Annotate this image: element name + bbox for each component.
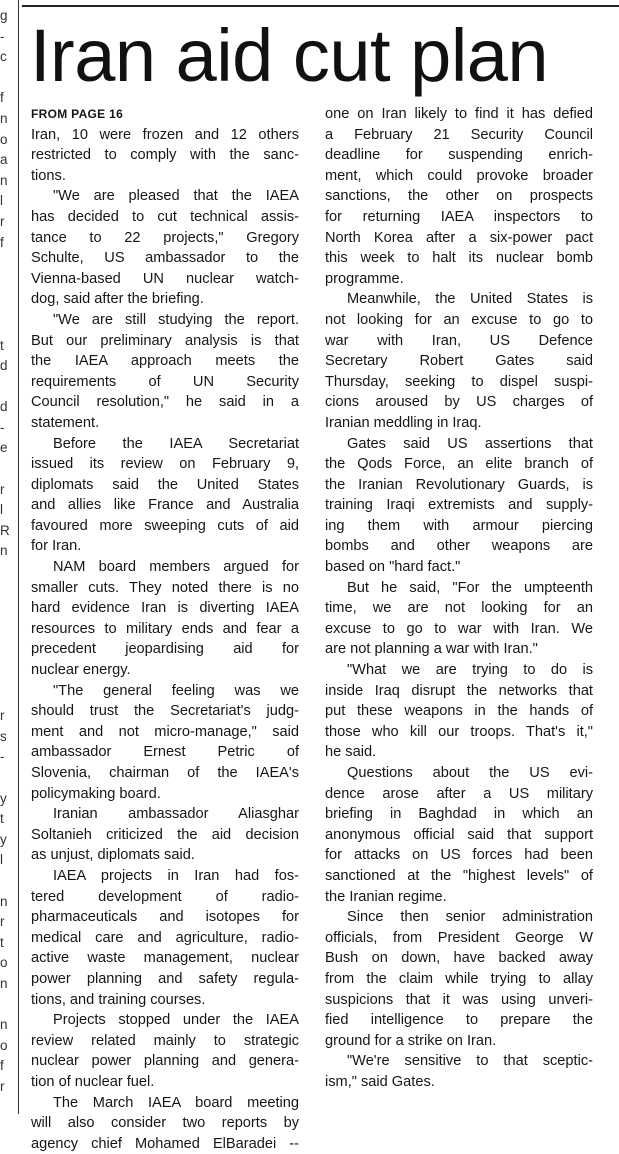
- fragment-glyph: l: [0, 193, 3, 209]
- article-line: not looking for an excuse to go to: [325, 311, 593, 328]
- article-line: Thursday, seeking to dispel suspi-: [325, 373, 593, 390]
- article-line: inside Iraq disrupt the networks that: [325, 682, 593, 699]
- article-line: cions aroused by US charges of: [325, 394, 593, 411]
- article-line: agency chief Mohamed ElBaradei --: [31, 1135, 299, 1152]
- article-line: Meanwhile, the United States is: [347, 291, 593, 308]
- fragment-glyph: f: [0, 234, 4, 250]
- article-line: Since then senior administration: [347, 909, 593, 926]
- article-line: training Iraqi extremists and supply-: [325, 497, 593, 514]
- article-line: nuclear energy.: [31, 662, 131, 679]
- fragment-glyph: [0, 377, 12, 398]
- article-line: policymaking board.: [31, 785, 161, 802]
- fragment-glyph: t: [0, 934, 4, 950]
- fragment-glyph: y: [0, 790, 7, 806]
- fragment-glyph: [0, 294, 12, 315]
- article-line: Bush on down, have backed away: [325, 950, 593, 967]
- fragment-glyph: [0, 995, 12, 1016]
- fragment-glyph: [0, 665, 12, 686]
- fragment-glyph: r: [0, 1078, 5, 1094]
- article-line: The March IAEA board meeting: [53, 1094, 299, 1111]
- fragment-glyph: [0, 768, 12, 789]
- article-line: officials, from President George W: [325, 929, 593, 946]
- article-line: But he said, "For the umpteenth: [347, 579, 593, 596]
- fragment-glyph: t: [0, 337, 4, 353]
- article-line: war with Iran, US Defence: [325, 332, 593, 349]
- article-line: Projects stopped under the IAEA: [53, 1012, 299, 1029]
- article-line: ment and not micro-manage," said: [31, 723, 299, 740]
- article-line: has decided to cut technical assis-: [31, 208, 299, 225]
- article-line: IAEA projects in Iran had fos-: [53, 867, 299, 884]
- fragment-glyph: [0, 624, 12, 645]
- article-line: precedent jeopardising aid for: [31, 641, 299, 658]
- article-line: those who kill our troops. That's it,": [325, 723, 593, 740]
- fragment-glyph: r: [0, 914, 5, 930]
- article-line: tions.: [31, 167, 66, 184]
- article-line: diplomats said the United States: [31, 476, 299, 493]
- article-line: put these weapons in the hands of: [325, 703, 593, 720]
- fragment-glyph: R: [0, 522, 10, 538]
- fragment-glyph: [0, 459, 12, 480]
- fragment-glyph: l: [0, 852, 3, 868]
- fragment-glyph: n: [0, 1017, 8, 1033]
- article-line: ground for a strike on Iran.: [325, 1032, 497, 1049]
- article-line: Slovenia, chairman of the IAEA's: [31, 765, 299, 781]
- article-line: Schulte, US ambassador to the: [31, 250, 299, 267]
- article-line: Iranian ambassador Aliasghar: [53, 806, 299, 823]
- article-line: fied intelligence to prepare the: [325, 1012, 593, 1029]
- article-line: requirements of UN Security: [31, 373, 299, 390]
- article-line: this week to halt its nuclear bomb: [325, 250, 593, 267]
- top-rule: [22, 5, 619, 7]
- fragment-glyph: [0, 562, 12, 583]
- fragment-glyph: [0, 871, 12, 892]
- fragment-glyph: f: [0, 1058, 4, 1074]
- fragment-glyph: -: [0, 28, 5, 44]
- article-line: sanctioned at the "highest levels" of: [325, 867, 593, 884]
- article-line: ism," said Gates.: [325, 1073, 435, 1090]
- article-line: for returning IAEA inspectors to: [325, 208, 593, 225]
- fragment-glyph: -: [0, 749, 5, 765]
- fragment-glyph: d: [0, 358, 8, 374]
- article-line: tered development of radio-: [31, 888, 299, 905]
- fragment-glyph: n: [0, 543, 8, 559]
- article-line: ing them with armour piercing: [325, 517, 593, 534]
- article-line: briefing in Baghdad in which an: [325, 806, 593, 823]
- fragment-glyph: t: [0, 811, 4, 827]
- fragment-glyph: d: [0, 399, 8, 415]
- fragment-glyph: r: [0, 481, 5, 497]
- fragment-glyph: o: [0, 955, 8, 971]
- article-line: review related mainly to strategic: [31, 1032, 299, 1049]
- fragment-glyph: c: [0, 49, 7, 65]
- article-line: Gates said US assertions that: [347, 435, 593, 452]
- fragment-glyph: g: [0, 8, 8, 23]
- article-line: restricted to comply with the sanc-: [31, 147, 299, 164]
- article-line: hard evidence Iran is diverting IAEA: [31, 600, 299, 617]
- article-line: programme.: [325, 270, 404, 287]
- article-line: time, we are not looking for an: [325, 600, 593, 617]
- article-line: statement.: [31, 414, 100, 431]
- article-line: anonymous official said that support: [325, 826, 593, 843]
- article-line: for attacks on US forces had been: [325, 847, 593, 864]
- fragment-glyph: o: [0, 1037, 8, 1053]
- fragment-glyph: n: [0, 893, 8, 909]
- article-line: one on Iran likely to find it has defied: [325, 106, 593, 122]
- article-line: ambassador Ernest Petric of: [31, 744, 299, 761]
- fragment-glyph: o: [0, 131, 8, 147]
- article-column-2: [325, 104, 593, 1093]
- article-line: are not planning a war with Iran.": [325, 641, 538, 658]
- article-line: based on "hard fact.": [325, 559, 461, 576]
- article-line: resources to military ends and fear a: [31, 620, 299, 637]
- article-line: North Korea after a six-power pact: [325, 229, 593, 246]
- fragment-glyph: [0, 686, 12, 707]
- article-line: and allies like France and Australia: [31, 497, 299, 514]
- fragment-glyph: n: [0, 110, 8, 126]
- headline: Iran aid cut plan: [30, 14, 549, 97]
- article-line: will also consider two reports by: [31, 1115, 299, 1132]
- fragment-glyph: [0, 274, 12, 295]
- article-line: "The general feeling was we: [53, 682, 299, 699]
- article-line: tions, and training courses.: [31, 991, 206, 1008]
- article-line: But our preliminary analysis is that: [31, 332, 299, 349]
- article-line: Questions about the US evi-: [347, 765, 593, 781]
- fragment-glyph: -: [0, 419, 5, 435]
- article-line: smaller cuts. They noted there is no: [31, 579, 299, 596]
- article-line: should trust the Secretariat's judg-: [31, 703, 299, 720]
- article-line: the IAEA approach meets the: [31, 353, 299, 370]
- article-line: Before the IAEA Secretariat: [53, 435, 299, 452]
- article-line: Council resolution," he said in a: [31, 394, 299, 411]
- article-line: Vienna-based UN nuclear watch-: [31, 270, 299, 287]
- article-line: sanctions, the other on prospects: [325, 188, 593, 205]
- fragment-glyph: [0, 68, 12, 89]
- article-line: deadline for suspending enrich-: [325, 147, 593, 164]
- fragment-glyph: y: [0, 831, 7, 847]
- article-line: Iranian meddling in Iraq.: [325, 414, 482, 431]
- article-line: from the claim while trying to allay: [325, 970, 593, 987]
- article-column-1: [31, 104, 299, 1154]
- fragment-glyph: [0, 583, 12, 604]
- article-line: ment, which could provoke broader: [325, 167, 593, 184]
- adjacent-column-fragments: [0, 6, 12, 1106]
- article-line: Iran, 10 were frozen and 12 others: [31, 126, 299, 143]
- article-line: tion of nuclear fuel.: [31, 1073, 155, 1090]
- fragment-glyph: [0, 644, 12, 665]
- fragment-glyph: r: [0, 708, 5, 724]
- fragment-glyph: n: [0, 172, 8, 188]
- fragment-glyph: f: [0, 90, 4, 106]
- article-line: dence arose after a US military: [325, 785, 593, 802]
- article-line: bombs and other weapons are: [325, 538, 593, 555]
- article-line: "We are still studying the report.: [53, 311, 299, 328]
- article-line: for Iran.: [31, 538, 82, 555]
- article-line: pharmaceuticals and isotopes for: [31, 909, 299, 926]
- fragment-glyph: e: [0, 440, 8, 456]
- fragment-glyph: [0, 603, 12, 624]
- column-divider: [18, 0, 19, 1114]
- article-line: Soltanieh criticized the aid decision: [31, 826, 299, 843]
- fragment-glyph: n: [0, 975, 8, 991]
- fragment-glyph: r: [0, 213, 5, 229]
- fragment-glyph: s: [0, 728, 7, 744]
- article-line: Secretary Robert Gates said: [325, 353, 593, 370]
- article-line: "We are pleased that the IAEA: [53, 188, 299, 205]
- article-line: suspicions that it was using unveri-: [325, 991, 593, 1008]
- article-line: issued its review on February 9,: [31, 456, 299, 473]
- article-line: "What we are trying to do is: [347, 662, 593, 679]
- article-line: excuse to go to war with Iran. We: [325, 620, 593, 637]
- article-line: dog, said after the briefing.: [31, 291, 204, 308]
- fragment-glyph: [0, 315, 12, 336]
- continuation-kicker: FROM PAGE 16: [31, 107, 124, 121]
- fragment-glyph: l: [0, 502, 3, 518]
- article-line: active waste management, nuclear: [31, 950, 299, 967]
- article-line: NAM board members argued for: [53, 559, 299, 576]
- article-line: "We're sensitive to that sceptic-: [347, 1053, 593, 1070]
- article-line: the Iranian regime.: [325, 888, 447, 905]
- fragment-glyph: [0, 253, 12, 274]
- article-line: favoured more sweeping cuts of aid: [31, 517, 299, 534]
- article-line: medical care and agriculture, radio-: [31, 929, 299, 946]
- article-line: nuclear power planning and genera-: [31, 1053, 299, 1070]
- article-line: power planning and safety regula-: [31, 970, 299, 987]
- article-line: he said.: [325, 744, 377, 761]
- article-line: a February 21 Security Council: [325, 126, 593, 143]
- article-line: the Qods Force, an elite branch of: [325, 456, 593, 473]
- article-line: as unjust, diplomats said.: [31, 847, 195, 864]
- fragment-glyph: a: [0, 152, 8, 168]
- article-line: tance to 22 projects," Gregory: [31, 229, 299, 246]
- article-line: the Iranian Revolutionary Guards, is: [325, 476, 593, 493]
